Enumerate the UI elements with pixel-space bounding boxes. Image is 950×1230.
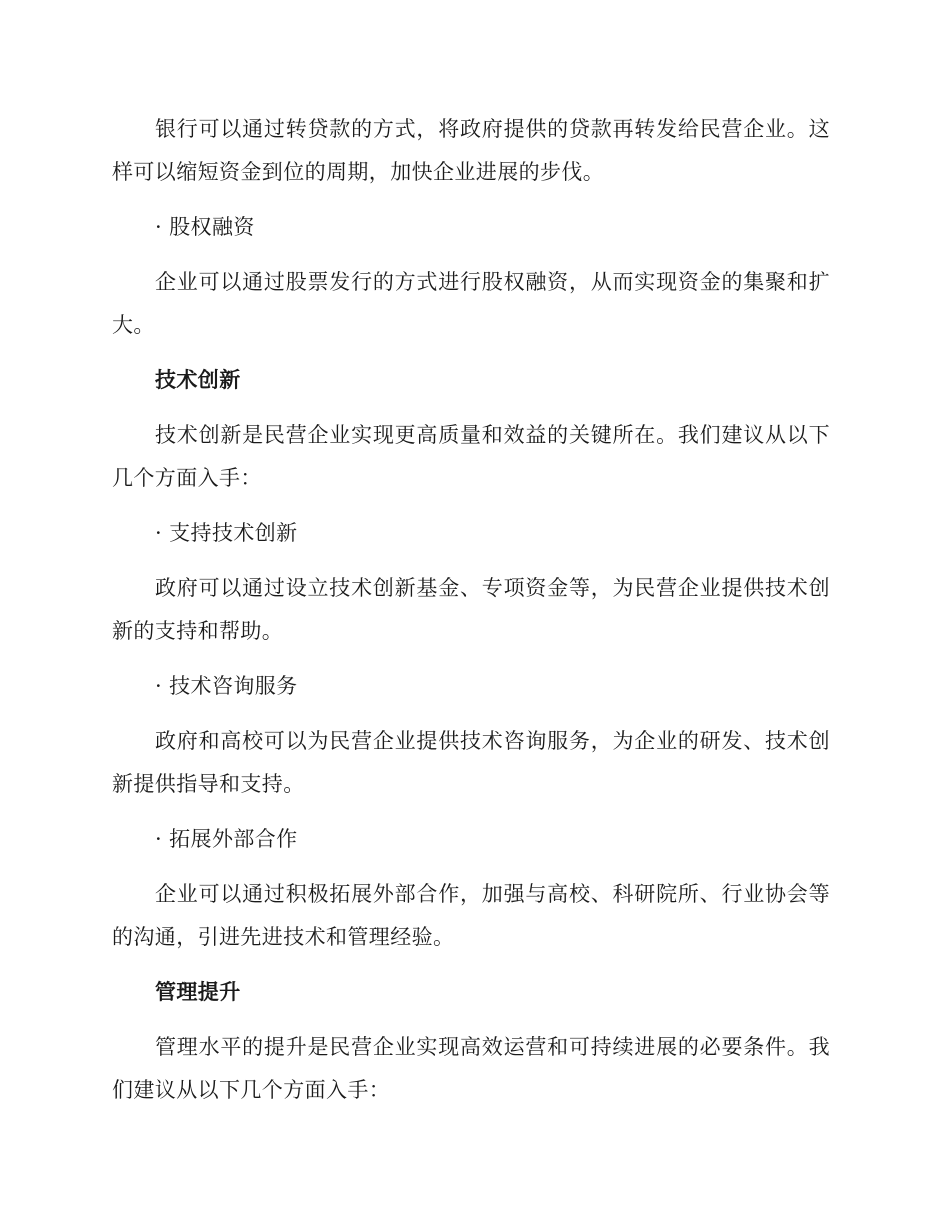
paragraph-support-innovation: 政府可以通过设立技术创新基金、专项资金等，为民营企业提供技术创新的支持和帮助。 xyxy=(112,576,830,643)
bullet-external-cooperation: · 拓展外部合作 xyxy=(155,827,298,851)
section-heading-management: 管理提升 xyxy=(155,980,241,1004)
paragraph-relending: 银行可以通过转贷款的方式，将政府提供的贷款再转发给民营企业。这样可以缩短资金到位的周期，加快企业进展的步伐。 xyxy=(112,117,830,184)
bullet-tech-consulting: · 技术咨询服务 xyxy=(155,674,298,698)
section-heading-tech-innovation: 技术创新 xyxy=(155,368,241,392)
bullet-equity-financing: · 股权融资 xyxy=(155,215,255,239)
paragraph-equity-financing: 企业可以通过股票发行的方式进行股权融资，从而实现资金的集聚和扩大。 xyxy=(112,270,830,337)
bullet-support-innovation: · 支持技术创新 xyxy=(155,521,298,545)
paragraph-tech-consulting: 政府和高校可以为民营企业提供技术咨询服务，为企业的研发、技术创新提供指导和支持。 xyxy=(112,729,830,796)
paragraph-management-intro: 管理水平的提升是民营企业实现高效运营和可持续进展的必要条件。我们建议从以下几个方面入手： xyxy=(112,1035,830,1102)
paragraph-external-cooperation: 企业可以通过积极拓展外部合作，加强与高校、科研院所、行业协会等的沟通，引进先进技术和管理经验。 xyxy=(112,882,830,949)
document-page xyxy=(112,108,830,1124)
paragraph-tech-innovation-intro: 技术创新是民营企业实现更高质量和效益的关键所在。我们建议从以下几个方面入手： xyxy=(112,423,830,490)
